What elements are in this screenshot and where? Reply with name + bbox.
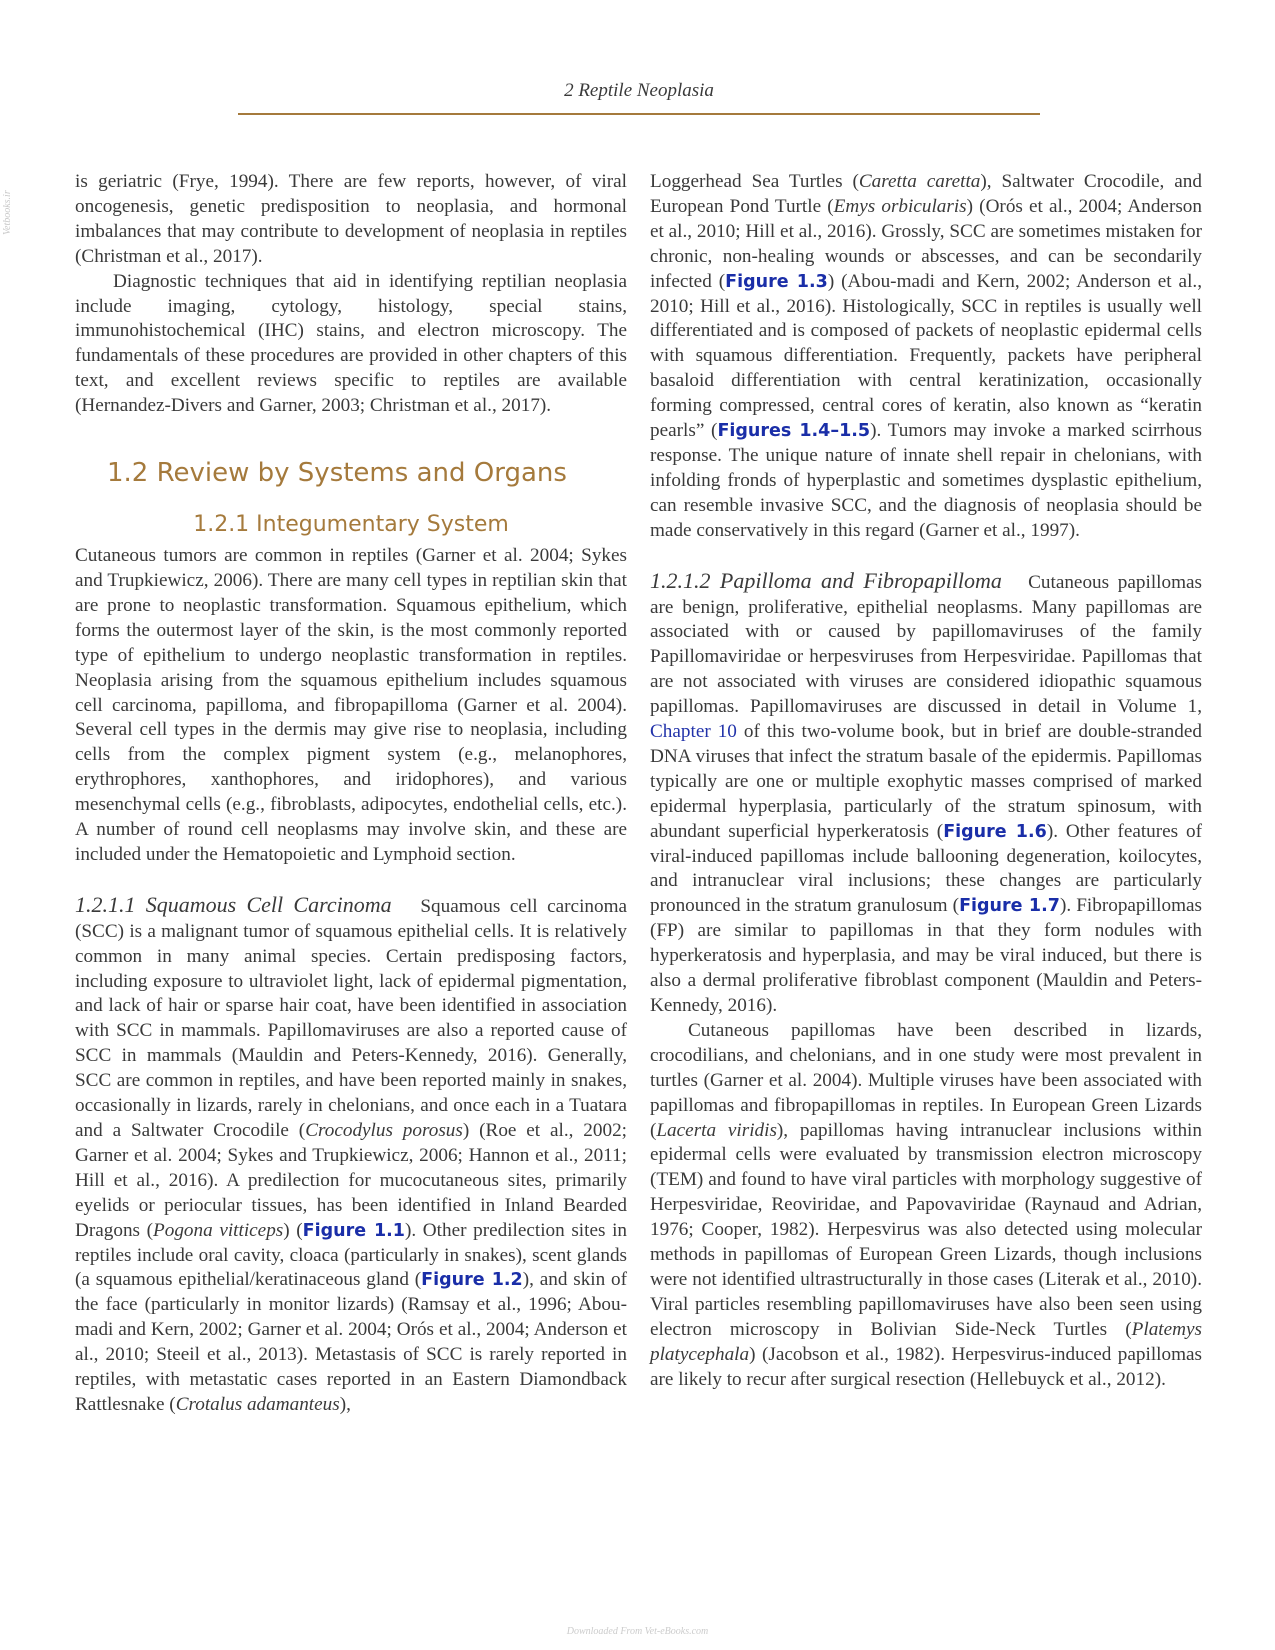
- figure-link-1-3[interactable]: Figure 1.3: [725, 271, 828, 292]
- text-run: ). Tumors may invoke a marked scirrhous response. The unique nature of innate shell repair in chelonians, with infolding fronds of hyperplastic and sometimes dysplastic epithelium, can resemble invasive SCC, and the diagnosis of neoplasia should be made conservatively in this regard (Garner et al., 1997).: [650, 420, 1202, 541]
- runin-heading-papilloma: 1.2.1.2 Papilloma and Fibropapilloma: [650, 567, 1002, 593]
- text-run: Squamous cell carcinoma (SCC) is a malignant tumor of squamous epithelial cells. It is relatively common in many animal species. Certain predisposing factors, including exposure to ultraviolet light, lack of epidermal pigmentation, and lack of hair or sparse hair coat, have been identified in association with SCC in mammals. Papillomaviruses are also a reported cause of SCC in mammals (Mauldin and Peters-Kennedy, 2016). Generally, SCC are common in reptiles, and have been reported mainly in snakes, occasionally in lizards, rarely in chelonians, and once each in a Tuatara and a Saltwater Crocodile (: [75, 895, 628, 1141]
- figure-link-1-6[interactable]: Figure 1.6: [943, 821, 1047, 842]
- paragraph-scc: [75, 893, 627, 1418]
- text-run: ), Saltwater Crocodile, and European Pond Turtle (: [650, 171, 1202, 217]
- figure-link-1-7[interactable]: Figure 1.7: [959, 896, 1060, 917]
- running-head: 2 Reptile Neoplasia: [564, 80, 714, 101]
- text-run: ). Other features of viral-induced papillomas include ballooning degeneration, koilocytes, and intranuclear viral inclusions; these changes are particularly pronounced in the stratum granulosum (: [650, 820, 1203, 917]
- subsection-heading-integumentary: 1.2.1 Integumentary System: [193, 512, 509, 538]
- species-name: Pogona vitticeps: [153, 1219, 284, 1241]
- text-run: ) (Abou-madi and Kern, 2002; Anderson et al., 2010; Hill et al., 2016). Histologically, SCC in reptiles is usually well differentiated and is composed of packets of neoplastic epidermal cells with squamous differentiation. Frequently, packets have peripheral basaloid differentiation with central keratinization, occasionally forming compressed, central cores of keratin, also known as “keratin pearls” (: [650, 270, 1202, 442]
- species-name: Emys orbicularis: [833, 195, 967, 217]
- text-run: of this two-volume book, but in brief are double-stranded DNA viruses that infect the stratum basale of the epidermis. Papillomas typically are one or multiple exophytic masses comprised of marked epidermal hyperplasia, particularly of the stratum spinosum, with abundant superficial hyperkeratosis (: [650, 721, 1202, 842]
- text-run: ), and skin of the face (particularly in monitor lizards) (Ramsay et al., 1996; Abou-madi and Kern, 2002; Garner et al. 2004; Orós et al., 2004; Anderson et al., 2010; Steeil et al., 2013). Metastasis of SCC is rarely reported in reptiles, with metastatic cases reported in an Eastern Diamondback Rattlesnake (: [75, 1269, 628, 1415]
- text-run: ) (Orós et al., 2004; Anderson et al., 2010; Hill et al., 2016). Grossly, SCC are sometimes mistaken for chronic, non-healing wounds or abscesses, and can be secondarily infected (: [650, 195, 1202, 292]
- species-name: Caretta caretta: [858, 171, 981, 192]
- text-run: ) (: [283, 1219, 303, 1241]
- left-column: [75, 170, 627, 1418]
- right-column: [650, 170, 1202, 1393]
- paragraph-diagnostics: Diagnostic techniques that aid in identifying reptilian neoplasia include imaging, cytology, histology, special stains, immunohistochemical (IHC) stains, and electron microscopy. The fundamentals of these procedures are provided in other chapters of this text, and excellent reviews specific to reptiles are available (Hernandez-Divers and Garner, 2003; Christman et al., 2017).: [75, 270, 627, 417]
- paragraph-scc-continued: [650, 170, 1202, 544]
- chapter-10-link[interactable]: Chapter 10: [650, 721, 737, 743]
- text-run: ). Other predilection sites in reptiles include oral cavity, cloaca (particularly in snakes), scent glands (a squamous epithelial/keratinaceous gland (: [75, 1219, 627, 1291]
- text-run: Cutaneous papillomas have been described in lizards, crocodilians, and chelonians, and in one study were most prevalent in turtles (Garner et al. 2004). Multiple viruses have been associated with papillomas and fibropapillomas in reptiles. In European Green Lizards (: [650, 1019, 1202, 1141]
- text-run: ) (Roe et al., 2002; Garner et al. 2004; Sykes and Trupkiewicz, 2006; Hannon et al., 2011; Hill et al., 2016). A predilection for mucocutaneous sites, primarily eyelids or periocular tissues, has been identified in Inland Bearded Dragons (: [75, 1120, 628, 1241]
- species-name: Crotalus adamanteus: [175, 1393, 340, 1415]
- text-run: Cutaneous papillomas are benign, proliferative, epithelial neoplasms. Many papillomas are associated with or caused by papillomaviruses of the family Papillomaviridae or herpesviruses from Herpesviridae. Papillomas that are not associated with viruses are considered idiopathic squamous papillomas. Papillomaviruses are discussed in detail in Volume 1,: [650, 571, 1203, 718]
- header-rule: [238, 113, 1040, 115]
- text-run: ). Fibropapillomas (FP) are similar to papillomas in that they form nodules with hyperkeratosis and hyperplasia, and may be viral induced, but there is also a dermal proliferative fibroblast component (Mauldin and Peters-Kennedy, 2016).: [650, 895, 1203, 1016]
- paragraph-papilloma: [650, 569, 1202, 1019]
- section-heading-review: 1.2 Review by Systems and Organs: [107, 458, 567, 489]
- text-run: ), papillomas having intranuclear inclusions within epidermal cells were evaluated by transmission electron microscopy (TEM) and found to have viral particles with morphology suggestive of Herpesviridae, Reoviridae, and Papovaviridae (Raynaud and Adrian, 1976; Cooper, 1982). Herpesvirus was also detected using molecular methods in papillomas of European Green Lizards, though inclusions were not identified ultrastructurally in those cases (Literak et al., 2010). Viral particles resembling papillomaviruses have also been seen using electron microscopy in Bolivian Side-Neck Turtles (: [650, 1119, 1202, 1340]
- text-run: ) (Jacobson et al., 1982). Herpesvirus-induced papillomas are likely to recur after surgical resection (Hellebuyck et al., 2012).: [650, 1343, 1202, 1390]
- figure-link-1-1[interactable]: Figure 1.1: [302, 1220, 405, 1241]
- runin-heading-scc: 1.2.1.1 Squamous Cell Carcinoma: [75, 891, 392, 917]
- footer-watermark: Downloaded From Vet-eBooks.com: [566, 1626, 709, 1637]
- figure-link-1-4-1-5[interactable]: Figures 1.4–1.5: [717, 421, 871, 442]
- paragraph-cutaneous-tumors: Cutaneous tumors are common in reptiles (Garner et al. 2004; Sykes and Trupkiewicz, 2006). There are many cell types in reptilian skin that are prone to neoplastic transformation. Squamous epithelium, which forms the outermost layer of the skin, is the most commonly reported type of epithelium to undergo neoplastic transformation in reptiles. Neoplasia arising from the squamous epithelium includes squamous cell carcinoma, papilloma, and fibropapilloma (Garner et al. 2004). Several cell types in the dermis may give rise to neoplasia, including cells from the complex pigment system (e.g., melanophores, erythrophores, xanthophores, and iridophores), and various mesenchymal cells (e.g., fibroblasts, adipocytes, endothelial cells, etc.). A number of round cell neoplasms may involve skin, and these are included under the Hematopoietic and Lymphoid section.: [75, 545, 627, 865]
- paragraph-papilloma-reports: [650, 1019, 1202, 1393]
- paragraph-intro-continued: is geriatric (Frye, 1994). There are few reports, however, of viral oncogenesis, genetic predisposition to neoplasia, and hormonal imbalances that may contribute to development of neoplasia in reptiles (Christman et al., 2017).: [75, 171, 627, 267]
- text-run: Loggerhead Sea Turtles (: [650, 171, 859, 192]
- species-name: Lacerta viridis: [656, 1119, 777, 1141]
- species-name: Platemys platycephala: [650, 1318, 1202, 1365]
- figure-link-1-2[interactable]: Figure 1.2: [421, 1270, 523, 1291]
- species-name: Crocodylus porosus: [305, 1120, 463, 1141]
- side-watermark: Vetbooks.ir: [2, 190, 13, 235]
- text-run: ),: [339, 1393, 351, 1415]
